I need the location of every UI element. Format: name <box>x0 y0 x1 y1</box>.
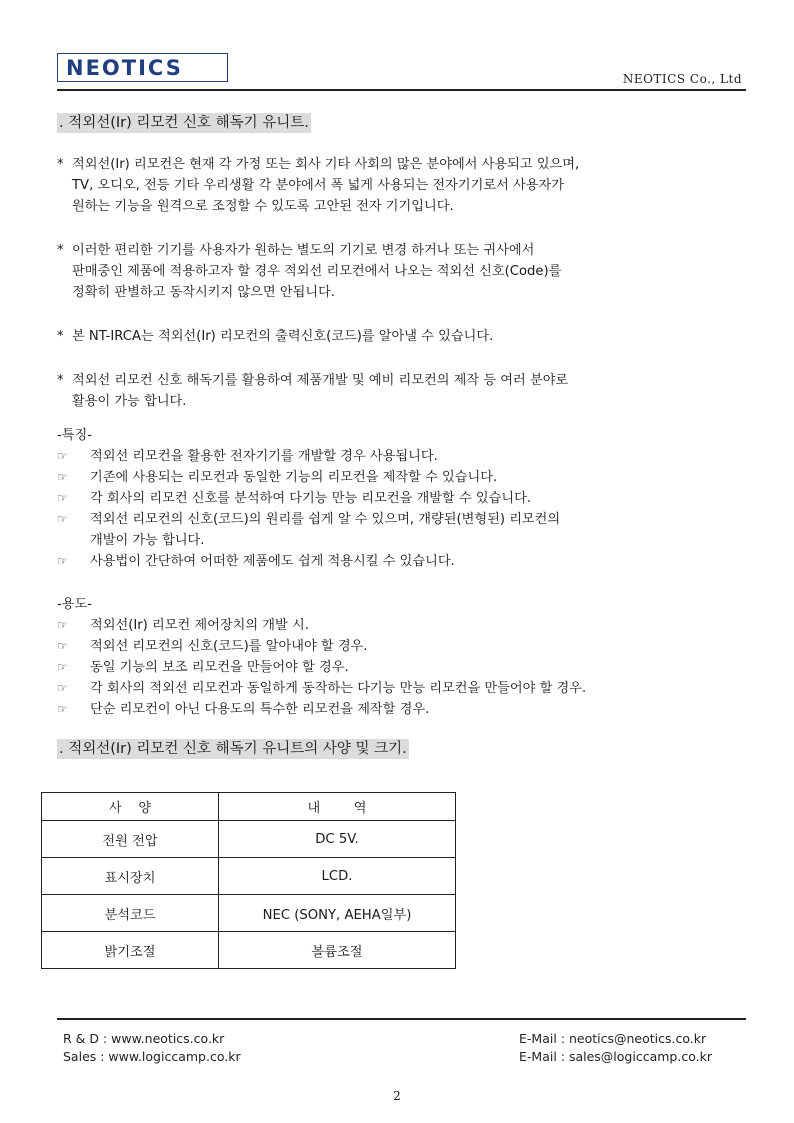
use-item: ☞ 적외선(Ir) 리모컨 제어장치의 개발 시. <box>57 615 757 636</box>
use-item: ☞ 적외선 리모컨의 신호(코드)를 알아내야 할 경우. <box>57 636 757 657</box>
section-title-specs: . 적외선(Ir) 리모컨 신호 해독기 유니트의 사양 및 크기. <box>59 741 407 757</box>
paragraph-line: 정확히 판별하고 동작시키지 않으면 안됩니다. <box>72 285 336 300</box>
company-name: NEOTICS Co., Ltd <box>622 72 742 86</box>
table-cell: 전원 전압 <box>42 821 219 858</box>
table-cell: DC 5V. <box>219 821 456 858</box>
table-header-cell: 내 역 <box>219 793 456 821</box>
paragraph-1 <box>57 154 757 217</box>
table-cell: 밝기조절 <box>42 932 219 969</box>
table-cell: 볼륨조절 <box>219 932 456 969</box>
paragraph-line: TV, 오디오, 전등 기타 우리생활 각 분야에서 폭 넓게 사용되는 전자기기로서 사용자가 <box>72 178 564 193</box>
table-cell: 분석코드 <box>42 895 219 932</box>
feature-item: ☞ 적외선 리모컨의 신호(코드)의 원리를 쉽게 알 수 있으며, 개량된(변형된) 리모컨의 <box>57 509 757 530</box>
neotics-logo <box>57 53 228 82</box>
pointing-hand-icon: ☞ <box>57 554 68 568</box>
use-item: ☞ 각 회사의 적외선 리모컨과 동일하게 동작하는 다기능 만능 리모컨을 만들어야 할 경우. <box>57 678 757 699</box>
use-item: ☞ 동일 기능의 보조 리모컨을 만들어야 할 경우. <box>57 657 757 678</box>
bullet-star: * <box>57 329 64 344</box>
page-number: 2 <box>393 1089 401 1103</box>
uses-heading: -용도- <box>57 597 92 612</box>
table-row <box>42 858 456 895</box>
footer-rd-link[interactable]: R & D : www.neotics.co.kr <box>63 1031 225 1046</box>
feature-item-continuation: 개발이 가능 합니다. <box>90 533 205 548</box>
spec-table <box>41 792 456 969</box>
bullet-star: * <box>57 243 64 258</box>
intro-paragraphs <box>57 154 757 412</box>
features-block <box>57 425 757 572</box>
table-cell: 표시장치 <box>42 858 219 895</box>
pointing-hand-icon: ☞ <box>57 702 68 716</box>
table-row <box>42 895 456 932</box>
pointing-hand-icon: ☞ <box>57 512 68 526</box>
paragraph-line: 판매중인 제품에 적용하고자 할 경우 적외선 리모컨에서 나오는 적외선 신호(Code)를 <box>72 264 562 279</box>
feature-item: ☞ 사용법이 간단하여 어떠한 제품에도 쉽게 적용시킬 수 있습니다. <box>57 551 757 572</box>
footer-rule <box>57 1018 746 1020</box>
pointing-hand-icon: ☞ <box>57 491 68 505</box>
paragraph-4 <box>57 370 757 412</box>
footer-email-neotics[interactable]: E-Mail : neotics@neotics.co.kr <box>519 1031 707 1046</box>
features-heading: -특징- <box>57 428 92 443</box>
footer-email-sales[interactable]: E-Mail : sales@logiccamp.co.kr <box>519 1049 712 1064</box>
paragraph-line: 적외선(Ir) 리모컨은 현재 각 가정 또는 회사 기타 사회의 많은 분야에서 사용되고 있으며, <box>72 157 580 172</box>
paragraph-2 <box>57 240 757 303</box>
feature-item: ☞ 적외선 리모컨을 활용한 전자기기를 개발할 경우 사용됩니다. <box>57 446 757 467</box>
bullet-star: * <box>57 373 64 388</box>
paragraph-line: 활용이 가능 합니다. <box>72 394 187 409</box>
pointing-hand-icon: ☞ <box>57 470 68 484</box>
table-row <box>42 821 456 858</box>
pointing-hand-icon: ☞ <box>57 618 68 632</box>
table-header-cell: 사 양 <box>42 793 219 821</box>
paragraph-line: 이러한 편리한 기기를 사용자가 원하는 별도의 기기로 변경 하거나 또는 귀사에서 <box>72 243 535 258</box>
feature-item: ☞ 기존에 사용되는 리모컨과 동일한 기능의 리모컨을 제작할 수 있습니다. <box>57 467 757 488</box>
footer-sales-link[interactable]: Sales : www.logiccamp.co.kr <box>63 1049 241 1064</box>
pointing-hand-icon: ☞ <box>57 639 68 653</box>
section-title-overview: . 적외선(Ir) 리모컨 신호 해독기 유니트. <box>59 115 309 131</box>
table-cell: LCD. <box>219 858 456 895</box>
paragraph-line: 본 NT-IRCA는 적외선(Ir) 리모컨의 출력신호(코드)를 알아낼 수 있습니다. <box>72 329 494 344</box>
feature-item: ☞ 각 회사의 리모컨 신호를 분석하여 다기능 만능 리모컨을 개발할 수 있습니다. <box>57 488 757 509</box>
bullet-star: * <box>57 157 64 172</box>
pointing-hand-icon: ☞ <box>57 660 68 674</box>
use-item: ☞ 단순 리모컨이 아닌 다용도의 특수한 리모컨을 제작할 경우. <box>57 699 757 720</box>
logo-text: NEOTICS <box>66 56 183 80</box>
table-header-row <box>42 793 456 821</box>
table-cell: NEC (SONY, AEHA일부) <box>219 895 456 932</box>
paragraph-line: 원하는 기능을 원격으로 조정할 수 있도록 고안된 전자 기기입니다. <box>72 199 454 214</box>
table-row <box>42 932 456 969</box>
pointing-hand-icon: ☞ <box>57 681 68 695</box>
header-rule <box>57 89 746 91</box>
uses-block <box>57 594 757 720</box>
paragraph-3 <box>57 326 757 347</box>
pointing-hand-icon: ☞ <box>57 449 68 463</box>
paragraph-line: 적외선 리모컨 신호 해독기를 활용하여 제품개발 및 예비 리모컨의 제작 등 여러 분야로 <box>72 373 569 388</box>
